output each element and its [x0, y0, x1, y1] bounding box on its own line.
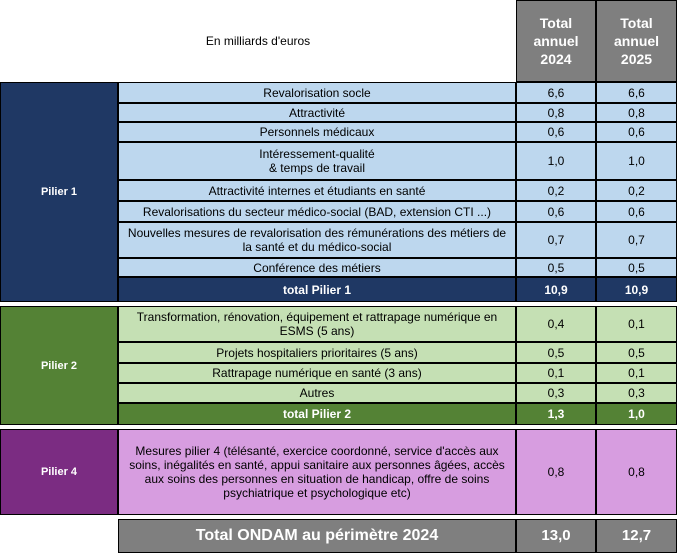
table-row-value-2024: 0,5 [516, 342, 596, 363]
total-pilier-2-label: total Pilier 2 [118, 403, 516, 425]
table-row-value-2025: 0,5 [596, 258, 677, 277]
table-row-measure: Nouvelles mesures de revalorisation des rémunérations des métiers de la santé et du médico-social [118, 222, 516, 258]
table-row-value-2024: 0,5 [516, 258, 596, 277]
table-row-value-2024: 1,0 [516, 142, 596, 180]
table-row-measure: Transformation, rénovation, équipement et rattrapage numérique en ESMS (5 ans) [118, 306, 516, 342]
table-row-value-2025: 0,2 [596, 180, 677, 201]
table-row-value-2025: 0,3 [596, 383, 677, 403]
table-row-measure: Revalorisations du secteur médico-social (BAD, extension CTI ...) [118, 201, 516, 222]
table-row-value-2024: 0,4 [516, 306, 596, 342]
pilier-1-label: Pilier 1 [0, 82, 118, 302]
table-row-value-2024: 0,6 [516, 122, 596, 142]
table-row-value-2025: 0,6 [596, 201, 677, 222]
total-pilier-1-2025: 10,9 [596, 277, 677, 302]
table-row-value-2024: 0,8 [516, 103, 596, 122]
total-pilier-2-2025: 1,0 [596, 403, 677, 425]
pilier-4-label: Pilier 4 [0, 429, 118, 515]
table-row-value-2025: 1,0 [596, 142, 677, 180]
table-row-measure: Attractivité [118, 103, 516, 122]
pilier-2-label: Pilier 2 [0, 306, 118, 425]
table-row-measure: Intéressement-qualité & temps de travail [118, 142, 516, 180]
grand-total-label: Total ONDAM au périmètre 2024 [118, 519, 516, 553]
table-row-value-2025: 0,5 [596, 342, 677, 363]
table-row-value-2025: 6,6 [596, 82, 677, 103]
total-pilier-1-2024: 10,9 [516, 277, 596, 302]
table-row-value-2024: 0,6 [516, 201, 596, 222]
table-row-measure: Revalorisation socle [118, 82, 516, 103]
table-row-value-2025: 0,8 [596, 103, 677, 122]
table-row-measure: Projets hospitaliers prioritaires (5 ans) [118, 342, 516, 363]
table-row-measure: Personnels médicaux [118, 122, 516, 142]
table-row-measure: Rattrapage numérique en santé (3 ans) [118, 363, 516, 383]
column-header-2025: Total annuel 2025 [596, 0, 677, 82]
table-row-value-2024: 0,1 [516, 363, 596, 383]
table-row-value-2025: 0,6 [596, 122, 677, 142]
table-row-value-2024: 0,2 [516, 180, 596, 201]
table-row-value-2025: 0,8 [596, 429, 677, 515]
grand-total-2024: 13,0 [516, 519, 596, 553]
table-row-value-2025: 0,7 [596, 222, 677, 258]
table-row-value-2025: 0,1 [596, 306, 677, 342]
table-row-value-2024: 0,7 [516, 222, 596, 258]
grand-total-2025: 12,7 [596, 519, 677, 553]
total-pilier-1-label: total Pilier 1 [118, 277, 516, 302]
table-row-measure: Conférence des métiers [118, 258, 516, 277]
column-header-2024: Total annuel 2024 [516, 0, 596, 82]
table-row-value-2024: 0,3 [516, 383, 596, 403]
table-row-value-2025: 0,1 [596, 363, 677, 383]
table-row-measure: Mesures pilier 4 (télésanté, exercice coordonné, service d'accès aux soins, inégalités en santé, appui sanitaire aux personnes âgées, accès aux soins des personnes en situation de handicap, offre de soins psychiatrique et psychologique etc) [118, 429, 516, 515]
table-row-value-2024: 0,8 [516, 429, 596, 515]
table-row-measure: Attractivité internes et étudiants en santé [118, 180, 516, 201]
total-pilier-2-2024: 1,3 [516, 403, 596, 425]
unit-label: En milliards d'euros [205, 34, 311, 48]
table-row-measure: Autres [118, 383, 516, 403]
table-row-value-2024: 6,6 [516, 82, 596, 103]
